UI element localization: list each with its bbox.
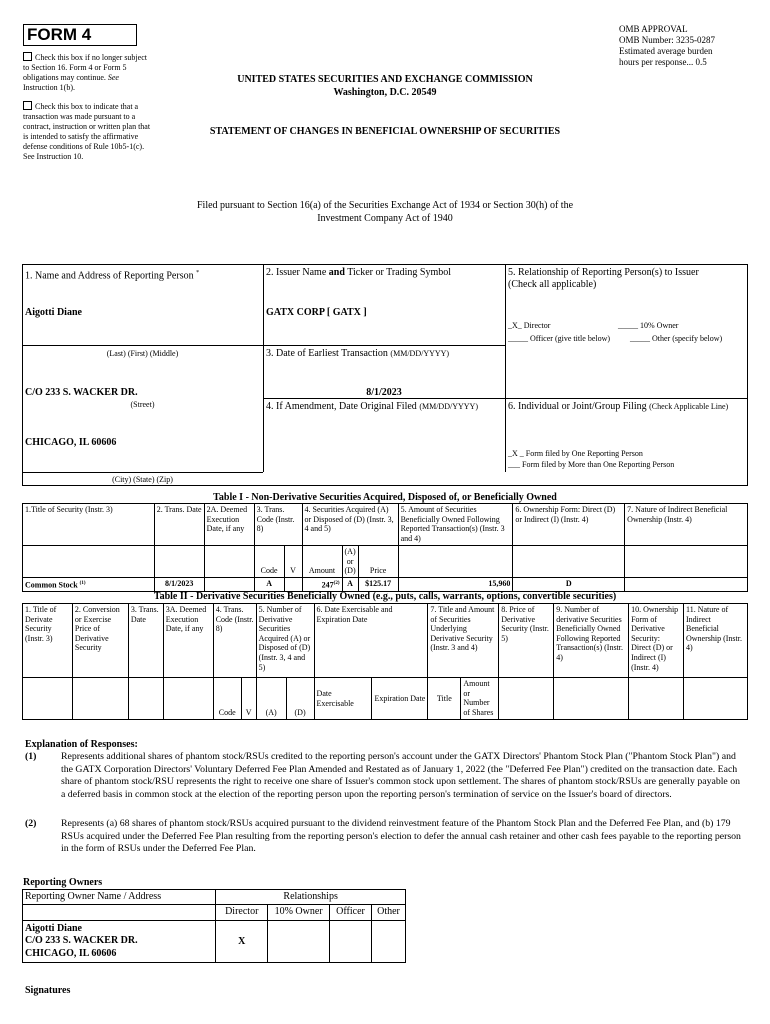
t1-head-nature: 7. Nature of Indirect Beneficial Ownership (Instr. 4) (625, 504, 748, 546)
box4-label: 4. If Amendment, Date Original Filed (MM/DD/YYYY) (266, 401, 478, 412)
table-row (23, 921, 406, 963)
t1-sub-code: Code (254, 546, 284, 578)
t2-head-title: 1. Title of Derivate Security (Instr. 3) (23, 604, 73, 678)
t1-code: A (254, 578, 284, 592)
t2-head-conversion: 2. Conversion or Exercise Price of Derivative Security (72, 604, 128, 678)
t2-head-nature: 11. Nature of Indirect Beneficial Ownership (Instr. 4) (683, 604, 747, 678)
t1-price: $125.17 (358, 578, 398, 592)
t2-sub-amount: Amount or Number of Shares (461, 678, 499, 720)
t1-security: Common Stock $^{(1)}$ (23, 578, 155, 592)
t2-sub-v: V (241, 678, 256, 720)
t1-head-code: 3. Trans. Code (Instr. 8) (254, 504, 302, 546)
reporting-street: C/O 233 S. WACKER DR. (25, 387, 138, 398)
t1-head-title: 1.Title of Security (Instr. 3) (23, 504, 155, 546)
reporting-owners-heading: Reporting Owners (23, 877, 103, 888)
footnote-1: (1) Represents additional shares of phantom stock/RSUs credited to the reporting person's account under the GATX Directors' Phantom Stock Plan ("Phantom Stock Plan") and the GATX Corporation Directors' Voluntary Deferred Fee Plan Amended and Restated as of January 1, 2022 (the "Deferred Fee Plan") credited on the transaction date. Each share of phantom stock/RSU represents the right to receive one share of Issuer's common stock upon settlement. The shares of phantom stock/RSUs are generally payable on a deferred basis in common stock at the election of the reporting person upon the reporting person's termination of service on the Issuer's board of directors. (25, 751, 741, 800)
grid-divider (505, 264, 506, 472)
earliest-date: 8/1/2023 (366, 387, 402, 398)
issuer-name: GATX CORP [ GATX ] (266, 307, 367, 318)
statement-title: STATEMENT OF CHANGES IN BENEFICIAL OWNERSHIP OF SECURITIES (209, 126, 561, 137)
box3-label: 3. Date of Earliest Transaction (MM/DD/YYYY) (266, 348, 450, 359)
owners-col-ten-percent: 10% Owner (268, 905, 330, 921)
explanation-heading: Explanation of Responses: (25, 739, 138, 750)
signatures-heading: Signatures (25, 985, 71, 996)
grid-divider (22, 345, 263, 346)
t1-head-securities: 4. Securities Acquired (A) or Disposed of (D) (Instr. 3, 4 and 5) (302, 504, 398, 546)
reporting-person-name: Aigotti Diane (25, 307, 82, 318)
owners-col-name: Reporting Owner Name / Address (23, 890, 216, 905)
name-parts-label: (Last) (First) (Middle) (106, 349, 179, 358)
city-label: (City) (State) (Zip) (112, 475, 173, 484)
checkbox-no-longer-subject[interactable]: Check this box if no longer subject to Section 16. Form 4 or Form 5 obligations may continue. See Instruction 1(b). (23, 53, 147, 92)
t2-head-exercisable: 6. Date Exercisable and Expiration Date (314, 604, 428, 678)
t2-head-price: 8. Price of Derivative Security (Instr. 5) (499, 604, 554, 678)
box6-label: 6. Individual or Joint/Group Filing (Check Applicable Line) (508, 401, 729, 412)
table-row (23, 578, 748, 592)
agency-heading: UNITED STATES SECURITIES AND EXCHANGE COMMISSION Washington, D.C. 20549 (237, 74, 533, 98)
filing-more: ___ Form filed by More than One Reporting Person (508, 460, 675, 469)
owners-col-officer: Officer (330, 905, 372, 921)
t2-sub-d: (D) (286, 678, 314, 720)
reporting-owners-table (22, 889, 406, 963)
grid-divider (22, 472, 263, 473)
t1-nature (625, 578, 748, 592)
t2-sub-exercisable: Date Exercisable (314, 678, 372, 720)
t2-head-deemed: 3A. Deemed Execution Date, if any (163, 604, 213, 678)
t1-sub-v: V (284, 546, 302, 578)
owner-ten-percent (268, 921, 330, 963)
t2-head-date: 3. Trans. Date (128, 604, 163, 678)
form-title: FORM 4 (27, 25, 92, 44)
filed-pursuant: Filed pursuant to Section 16(a) of the Securities Exchange Act of 1934 or Section 30(h) of the Investment Company Act of 1940 (196, 200, 574, 224)
t1-sub-amount: Amount (302, 546, 342, 578)
relationship-director: _X_ Director (508, 321, 551, 330)
owners-col-other: Other (372, 905, 406, 921)
t1-v (284, 578, 302, 592)
relationship-ten-percent: _____ 10% Owner (618, 321, 679, 330)
t1-head-deemed: 2A. Deemed Execution Date, if any (204, 504, 254, 546)
relationship-other: _____ Other (specify below) (630, 334, 723, 343)
t2-head-underlying: 7. Title and Amount of Securities Underlying Derivative Security (Instr. 3 and 4) (428, 604, 499, 678)
grid-divider (263, 264, 264, 472)
street-label: (Street) (130, 400, 155, 409)
owner-officer (330, 921, 372, 963)
t2-head-owned: 9. Number of derivative Securities Beneficially Owned Following Reported Transaction(s) (Instr. 4) (554, 604, 629, 678)
t1-sub-price: Price (358, 546, 398, 578)
owners-col-director: Director (216, 905, 268, 921)
footnote-2: (2) Represents (a) 68 shares of phantom stock/RSUs acquired pursuant to the dividend reinvestment feature of the Phantom Stock Plan and the Deferred Fee Plan, and (b) 179 RSUs acquired under the Deferred Fee Plan resulting from the reporting person's election to defer the annual cash retainer and other cash fees payable to the reporting person in the form of RSUs under the Deferred Fee Plan. (25, 818, 741, 854)
t1-form: D (513, 578, 625, 592)
t1-ad: A (342, 578, 358, 592)
t2-head-form: 10. Ownership Form of Derivative Security: Direct (D) or Indirect (I) (Instr. 4) (629, 604, 684, 678)
table2 (22, 603, 748, 720)
owners-col-relationships: Relationships (216, 890, 406, 905)
t1-owned: 15,960 (398, 578, 513, 592)
t1-head-ownership-form: 6. Ownership Form: Direct (D) or Indirect (I) (Instr. 4) (513, 504, 625, 546)
box2-label: 2. Issuer Name and Ticker or Trading Symbol (266, 267, 452, 278)
owner-director: X (216, 921, 268, 963)
t1-deemed-date (204, 578, 254, 592)
reporting-city: CHICAGO, IL 60606 (25, 437, 117, 448)
omb-approval: OMB APPROVAL OMB Number: 3235-0287 Estimated average burden hours per response... 0.5 (619, 24, 715, 67)
owner-address: Aigotti Diane C/O 233 S. WACKER DR. CHICAGO, IL 60606 (23, 921, 216, 963)
filing-one: _X _ Form filed by One Reporting Person (508, 449, 643, 458)
t2-sub-title: Title (428, 678, 461, 720)
t1-head-date: 2. Trans. Date (154, 504, 204, 546)
t2-sub-code: Code (213, 678, 241, 720)
t2-sub-expiration: Expiration Date (372, 678, 428, 720)
owner-other (372, 921, 406, 963)
grid-divider (263, 345, 505, 346)
box5-label: 5. Relationship of Reporting Person(s) to Issuer (Check all applicable) (508, 267, 699, 290)
table1-title: Table I - Non-Derivative Securities Acquired, Disposed of, or Beneficially Owned (213, 492, 557, 503)
t1-trans-date: 8/1/2023 (154, 578, 204, 592)
relationship-officer: _____ Officer (give title below) (508, 334, 611, 343)
checkbox-10b5-1[interactable]: Check this box to indicate that a transaction was made pursuant to a contract, instruction or written plan that is intended to satisfy the affirmative defense conditions of Rule 10b5-1(c). See Instruction 10. (23, 102, 151, 161)
t1-amount: 247$^{(2)}$ (302, 578, 342, 592)
t2-sub-a: (A) (256, 678, 286, 720)
checkbox-icon[interactable] (23, 101, 32, 110)
t1-sub-ad: (A) or (D) (342, 546, 358, 578)
checkbox-icon[interactable] (23, 52, 32, 61)
table2-title: Table II - Derivative Securities Beneficially Owned (e.g., puts, calls, warrants, options, convertible securities) (153, 591, 617, 602)
t2-head-number: 5. Number of Derivative Securities Acquired (A) or Disposed of (D) (Instr. 3, 4 and 5) (256, 604, 314, 678)
table1 (22, 503, 748, 592)
box1-label: 1. Name and Address of Reporting Person * (25, 270, 200, 282)
t1-head-amount-owned: 5. Amount of Securities Beneficially Owned Following Reported Transaction(s) (Instr. 3 and 4) (398, 504, 513, 546)
t2-head-code: 4. Trans. Code (Instr. 8) (213, 604, 256, 678)
